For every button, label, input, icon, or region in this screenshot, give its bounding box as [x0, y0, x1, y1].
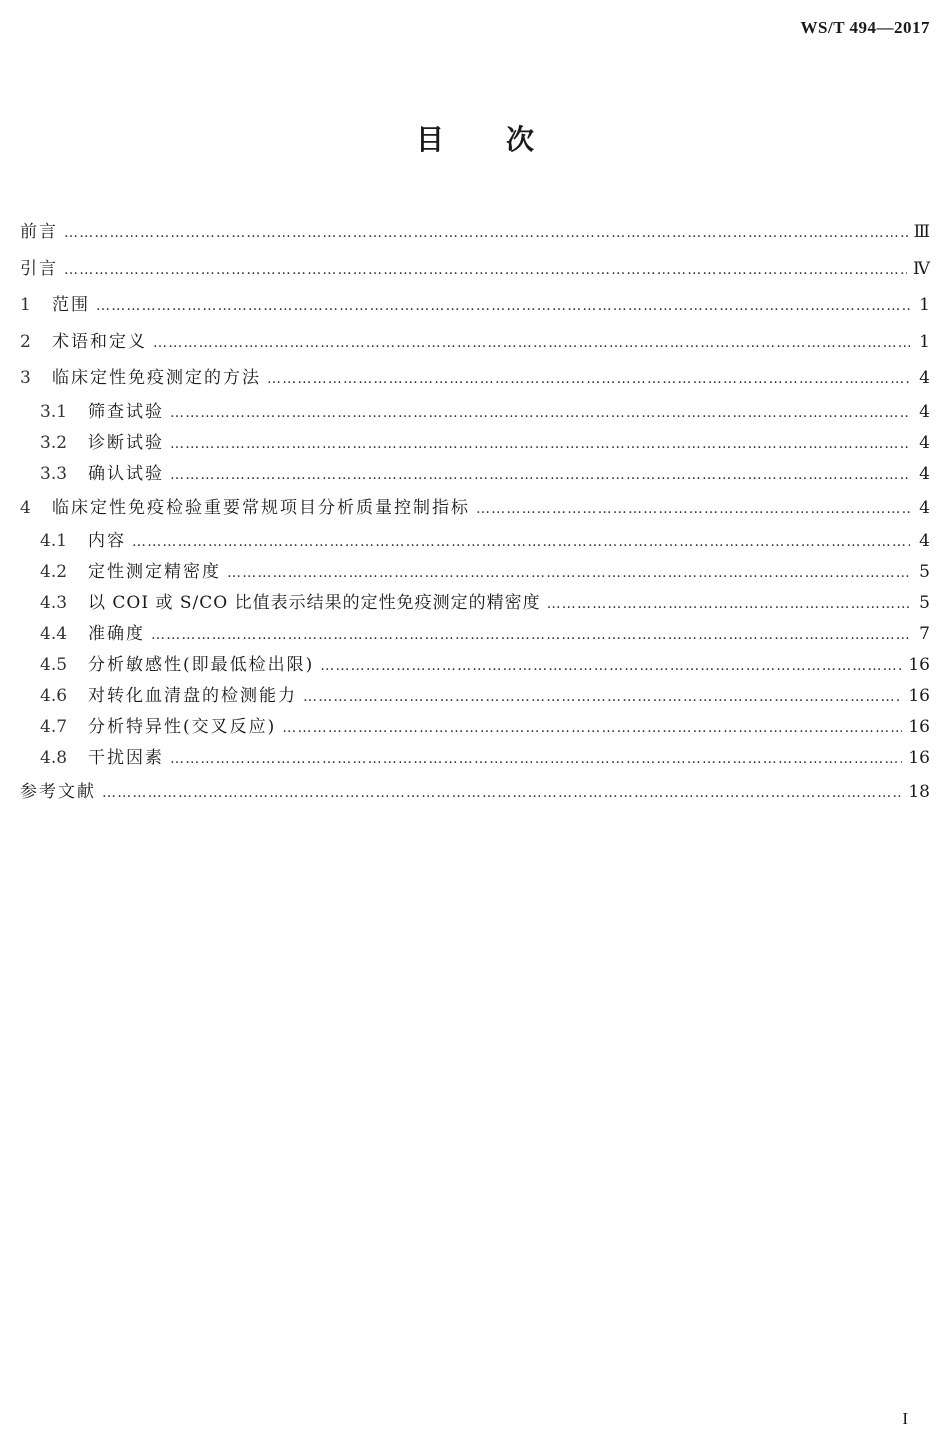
toc-entry-4-4[interactable] [20, 619, 930, 650]
toc-leader-dots [320, 651, 902, 682]
toc-entry-title: 以 COI 或 S/CO 比值表示结果的定性免疫测定的精密度 [88, 593, 541, 613]
toc-entry-number: 4.3 [40, 593, 68, 613]
toc-page-number: 1 [919, 331, 930, 352]
toc-page-number: 16 [908, 686, 930, 706]
toc-leader-dots [170, 398, 910, 429]
toc-entry-number: 4.8 [40, 748, 68, 768]
toc-entry-title: 前言 [20, 222, 58, 242]
toc-leader-dots [170, 744, 902, 775]
toc-entry-number: 3.2 [40, 432, 68, 453]
toc-page-number: 4 [919, 432, 930, 453]
toc-entry-4-8[interactable] [20, 743, 930, 774]
toc-entry-title: 范围 [52, 295, 90, 315]
toc-page-number: 4 [919, 531, 930, 551]
toc-entry-number: 4.5 [40, 655, 68, 675]
toc-leader-dots [96, 288, 910, 325]
toc-page-number: 18 [908, 782, 930, 802]
toc-leader-dots [64, 215, 908, 252]
toc-leader-dots [132, 527, 910, 558]
toc-entry-title: 内容 [88, 531, 126, 551]
toc-entry-4-7[interactable] [20, 712, 930, 743]
toc-page-number: 16 [908, 717, 930, 737]
standard-code: WS/T 494—2017 [800, 18, 930, 37]
toc-entry-number: 3.3 [40, 463, 68, 484]
toc-entry-3[interactable] [20, 360, 930, 397]
toc-entry-number: 1 [20, 295, 31, 315]
toc-entry-3-2[interactable] [20, 428, 930, 459]
toc-leader-dots [476, 491, 910, 528]
toc-entry-number: 3 [20, 368, 31, 388]
toc-entry-title: 干扰因素 [88, 748, 164, 768]
toc-entry-title: 定性测定精密度 [88, 562, 221, 582]
toc-leader-dots [227, 558, 910, 589]
toc-entry-number: 4.7 [40, 717, 68, 737]
toc-entry-4-5[interactable] [20, 650, 930, 681]
toc-page-number: 16 [908, 748, 930, 768]
title-char-2: 次 [506, 123, 535, 156]
toc-entry-4-1[interactable] [20, 526, 930, 557]
toc-entry-title: 准确度 [88, 624, 145, 644]
toc-entry-3-3[interactable] [20, 459, 930, 490]
toc-leader-dots [282, 713, 902, 744]
title-char-1: 目 [415, 123, 444, 156]
toc-page-number: 4 [919, 368, 930, 388]
toc-entry-title: 分析特异性(交叉反应) [88, 717, 277, 737]
toc-page-number: 1 [919, 295, 930, 315]
toc-page-number: 4 [919, 401, 930, 422]
toc-leader-dots [151, 620, 910, 651]
toc-entry-4-3[interactable] [20, 588, 930, 619]
toc-entry-foreword[interactable] [20, 214, 930, 251]
table-of-contents [20, 214, 930, 811]
toc-entry-title: 筛查试验 [88, 401, 164, 422]
toc-entry-references[interactable] [20, 774, 930, 811]
toc-entry-4-2[interactable] [20, 557, 930, 588]
toc-entry-title: 诊断试验 [88, 432, 164, 453]
toc-entry-number: 3.1 [40, 401, 68, 422]
toc-leader-dots [267, 361, 910, 398]
toc-page-number: 16 [908, 655, 930, 675]
toc-leader-dots [170, 460, 910, 491]
toc-leader-dots [303, 682, 902, 713]
toc-entry-number: 4.2 [40, 562, 68, 582]
page-number: I [902, 1409, 908, 1428]
toc-page-number: 5 [919, 562, 930, 582]
toc-entry-title: 引言 [20, 258, 58, 279]
toc-entry-4[interactable] [20, 490, 930, 527]
toc-entry-4-6[interactable] [20, 681, 930, 712]
toc-entry-number: 2 [20, 331, 31, 352]
toc-entry-number: 4.1 [40, 531, 68, 551]
toc-page-number: 5 [919, 593, 930, 613]
toc-entry-3-1[interactable] [20, 397, 930, 428]
toc-entry-2[interactable] [20, 324, 930, 361]
toc-entry-title: 临床定性免疫测定的方法 [52, 368, 261, 388]
toc-entry-title: 临床定性免疫检验重要常规项目分析质量控制指标 [52, 497, 470, 518]
toc-entry-title: 对转化血清盘的检测能力 [88, 686, 297, 706]
toc-leader-dots [170, 429, 910, 460]
toc-page-number: 7 [919, 624, 930, 644]
toc-entry-number: 4 [20, 497, 31, 518]
toc-entry-introduction[interactable] [20, 251, 930, 288]
toc-leader-dots [153, 325, 910, 362]
toc-page-number: Ⅳ [913, 258, 930, 279]
toc-entry-title: 确认试验 [88, 463, 164, 484]
toc-entry-number: 4.6 [40, 686, 68, 706]
toc-entry-number: 4.4 [40, 624, 68, 644]
toc-page-number: Ⅲ [913, 222, 930, 242]
toc-entry-title: 术语和定义 [52, 331, 147, 352]
toc-entry-title: 参考文献 [20, 782, 96, 802]
toc-leader-dots [547, 589, 910, 620]
toc-entry-title: 分析敏感性(即最低检出限) [88, 655, 315, 675]
toc-entry-1[interactable] [20, 287, 930, 324]
toc-leader-dots [102, 775, 902, 812]
toc-leader-dots [64, 252, 907, 289]
toc-page-number: 4 [919, 497, 930, 518]
page-title [0, 118, 950, 158]
toc-page-number: 4 [919, 463, 930, 484]
